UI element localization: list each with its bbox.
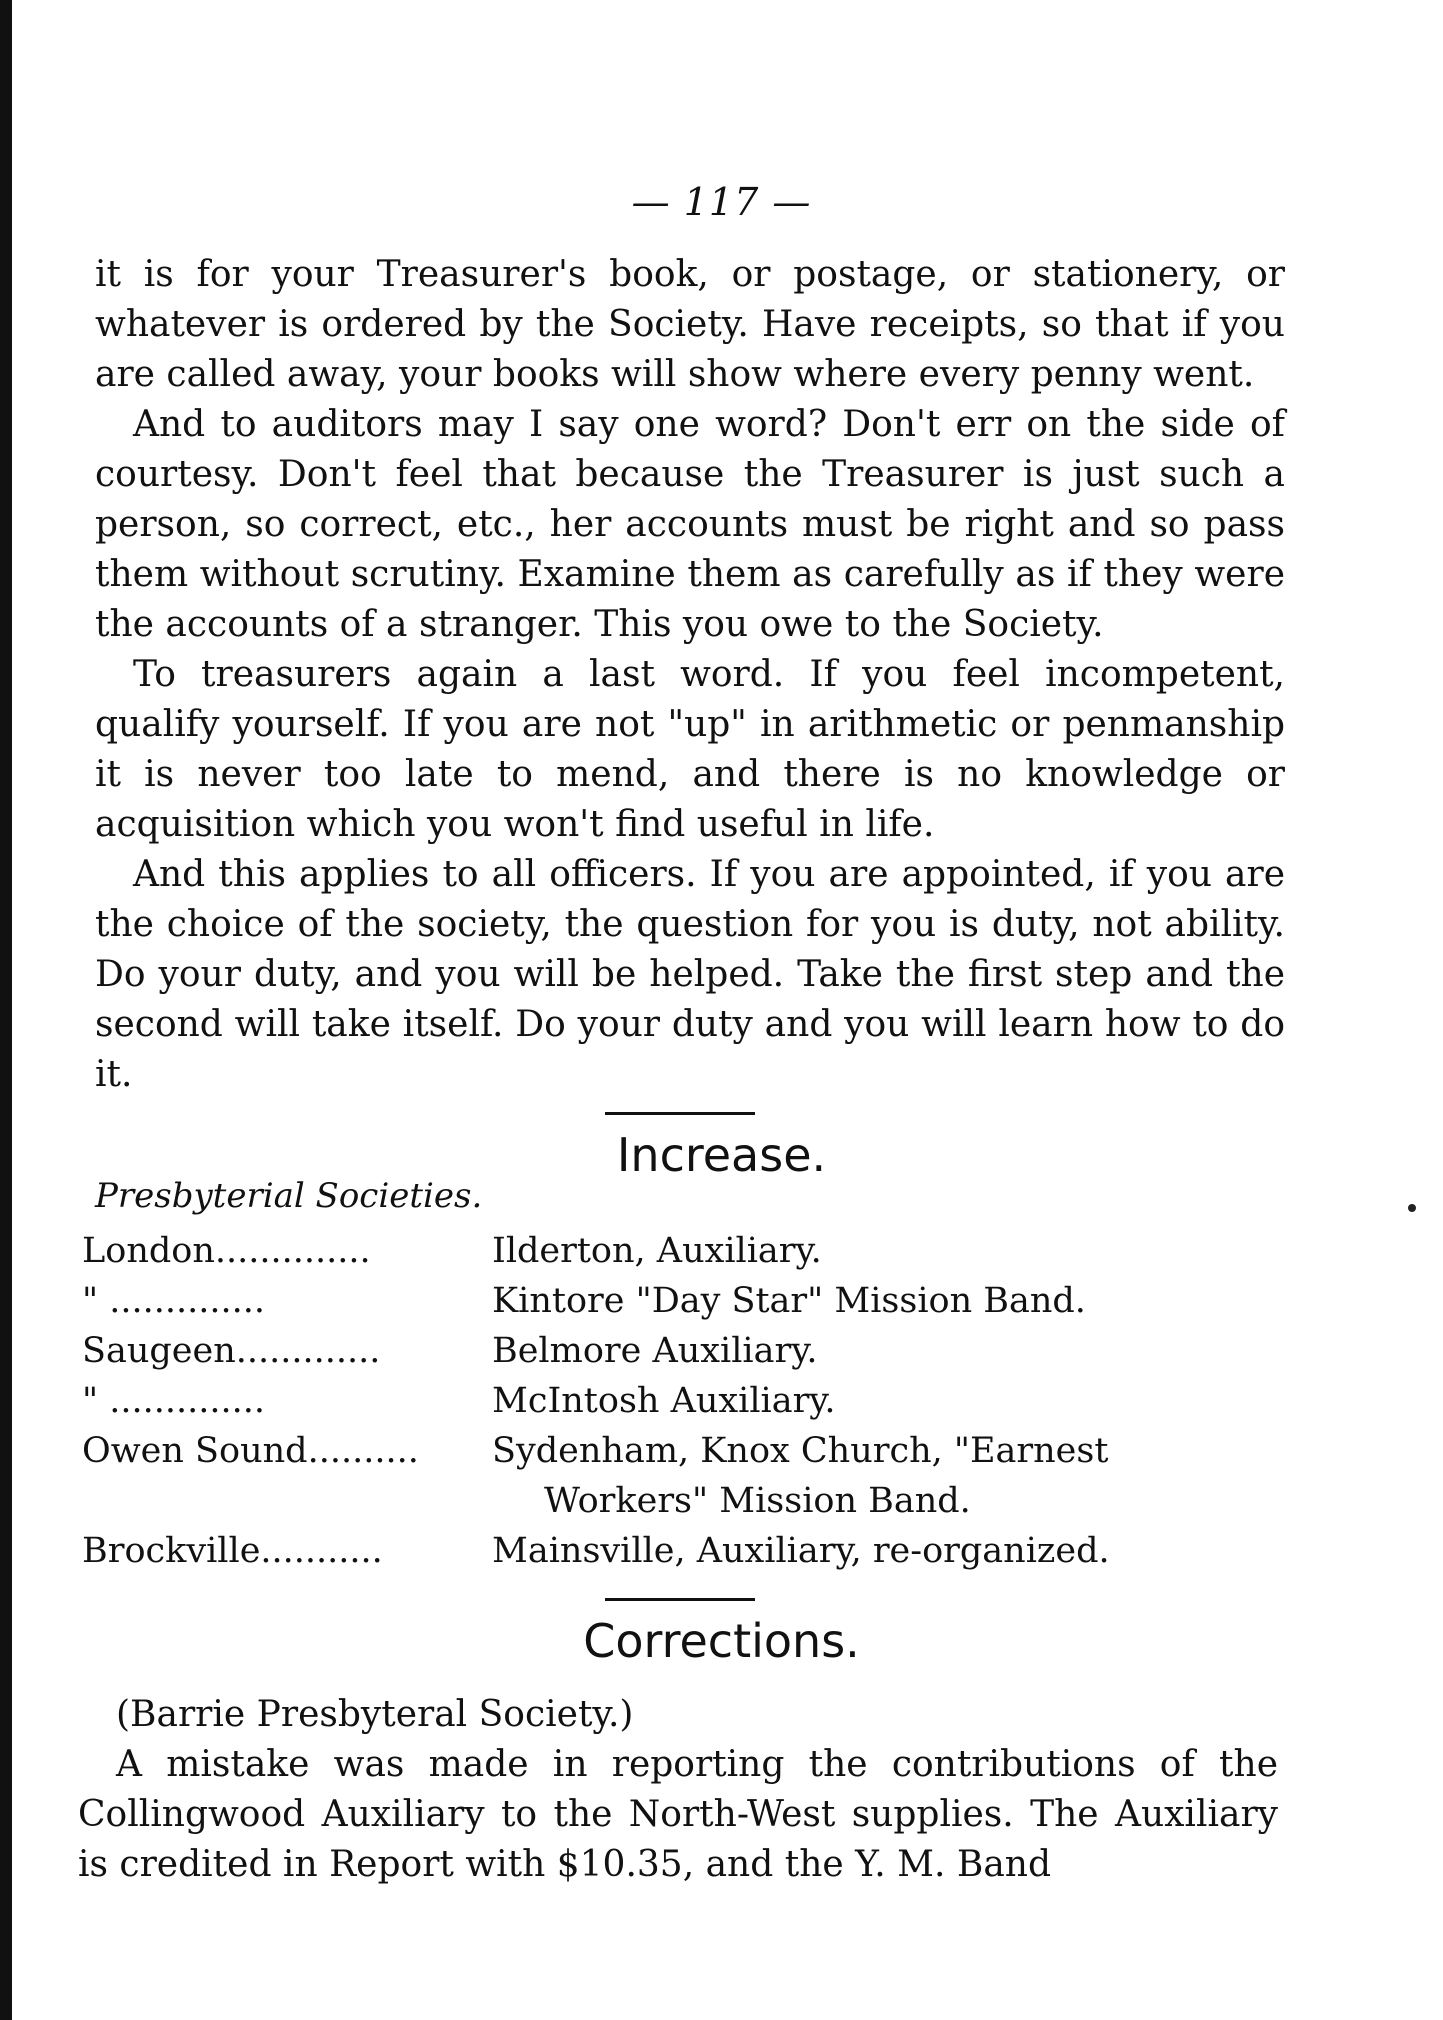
list-item xyxy=(82,1376,1282,1426)
increase-heading: Increase. xyxy=(616,1128,827,1182)
presbytery-name: " .............. xyxy=(82,1381,265,1421)
section-rule-corrections xyxy=(605,1598,755,1601)
increase-list xyxy=(82,1226,1282,1576)
paragraph-treasurer-book: it is for your Treasurer's book, or postage, or stationery, or whatever is ordered by the Society. Have receipts, so that if you are called away, your books will show where every penny went. xyxy=(95,254,1285,395)
society-name: Mainsville, Auxiliary, re-organized. xyxy=(492,1531,1110,1571)
paragraph-auditors: And to auditors may I say one word? Don't err on the side of courtesy. Don't feel that because the Treasurer is just such a person, so correct, etc., her accounts must be right and so pass them without scrutiny. Examine them as carefully as if they were the accounts of a stranger. This you owe to the Society. xyxy=(95,404,1285,645)
presbytery-name: London.............. xyxy=(82,1231,371,1271)
list-item xyxy=(82,1276,1282,1326)
presbytery-name: Saugeen............. xyxy=(82,1331,381,1371)
presbytery-name: Owen Sound.......... xyxy=(82,1431,419,1471)
corrections-text xyxy=(78,1690,1278,1890)
presbytery-name: " .............. xyxy=(82,1281,265,1321)
society-name-continuation: Workers" Mission Band. xyxy=(544,1481,971,1521)
ink-speck xyxy=(1408,1204,1416,1212)
presbyterial-societies-label: Presbyterial Societies. xyxy=(95,1176,483,1216)
corrections-society: (Barrie Presbyteral Society.) xyxy=(116,1694,634,1735)
society-name: Ilderton, Auxiliary. xyxy=(492,1231,822,1271)
corrections-paragraph: A mistake was made in reporting the contributions of the Collingwood Auxiliary to the North-West supplies. The Auxiliary is credited in Report with $10.35, and the Y. M. Band xyxy=(78,1744,1278,1885)
section-rule-increase xyxy=(605,1112,755,1115)
list-item xyxy=(82,1426,1282,1476)
society-name: Belmore Auxiliary. xyxy=(492,1331,818,1371)
page-number: — 117 — xyxy=(631,180,812,224)
society-name: McIntosh Auxiliary. xyxy=(492,1381,836,1421)
list-item xyxy=(82,1226,1282,1276)
presbytery-name: Brockville........... xyxy=(82,1531,383,1571)
list-item xyxy=(82,1326,1282,1376)
body-text xyxy=(95,250,1285,1100)
corrections-heading: Corrections. xyxy=(583,1614,860,1668)
society-name: Kintore "Day Star" Mission Band. xyxy=(492,1281,1086,1321)
page-edge-bar xyxy=(0,0,12,2020)
list-item xyxy=(82,1526,1282,1576)
paragraph-treasurers: To treasurers again a last word. If you feel incompetent, qualify yourself. If you are not "up" in arithmetic or penmanship it is never too late to mend, and there is no knowledge or acquisition which you won't find useful in life. xyxy=(95,654,1285,845)
paragraph-officers: And this applies to all officers. If you are appointed, if you are the choice of the society, the question for you is duty, not ability. Do your duty, and you will be helped. Take the first step and the second will take itself. Do your duty and you will learn how to do it. xyxy=(95,854,1285,1095)
society-name: Sydenham, Knox Church, "Earnest xyxy=(492,1431,1109,1471)
